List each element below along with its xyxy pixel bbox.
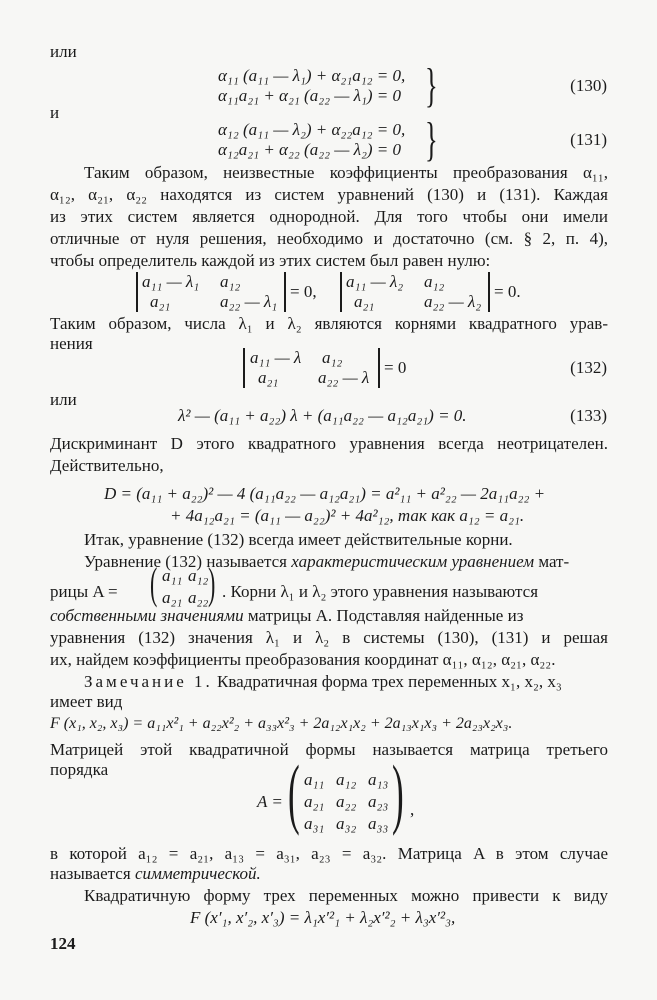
det1-right-bar (284, 272, 286, 312)
det3-left-bar (243, 348, 245, 388)
mat3-right-paren: ) (392, 749, 404, 836)
para1-line5: чтобы определитель каждой из этих систем был равен нулю: (50, 251, 491, 270)
mat2-a22: a₂₂ (188, 588, 209, 607)
det2-a22: a₂₂ — λ₂ (424, 292, 482, 311)
mat3-a33: a₃₃ (368, 814, 389, 833)
eq130-row1: α₁₁ (a₁₁ — λ₁) + α₂₁a₁₂ = 0, (218, 66, 406, 85)
para7-line2: порядка (50, 760, 109, 779)
eq130-number: (130) (570, 76, 607, 95)
eq133-number: (133) (570, 406, 607, 425)
det3-equals: = 0 (384, 358, 407, 377)
para8-text: называется (50, 864, 135, 883)
mat2-a11: a₁₁ (162, 566, 183, 585)
remark1-text: Квадратичная форма трех переменных x₁, x₂, x₃ (212, 672, 562, 691)
mat3-a11: a₁₁ (304, 770, 325, 789)
mat3-a13: a₁₃ (368, 770, 389, 789)
det2-a11: a₁₁ — λ₂ (346, 272, 404, 291)
mat3-a12: a₁₂ (336, 770, 357, 789)
det2-equals: = 0. (494, 282, 521, 301)
para8-line1: в которой a₁₂ = a₂₁, a₁₃ = a₃₁, a₂₃ = a₃₂. Матрица A в этом случае (50, 844, 608, 863)
para3-line2: Действительно, (50, 456, 164, 475)
det3-right-bar (378, 348, 380, 388)
mat2-a12: a₁₂ (188, 566, 209, 585)
remark1-heading: Замечание 1. (84, 672, 213, 691)
eq131-number: (131) (570, 130, 607, 149)
mat2-left-paren: ( (150, 559, 158, 608)
para5-text-a: Уравнение (132) называется (84, 552, 292, 571)
det2-a12: a₁₂ (424, 272, 445, 291)
det3-a11: a₁₁ — λ (250, 348, 302, 367)
para5-term-characteristic: характеристическим уравнением (291, 552, 535, 571)
mat3-a22: a₂₂ (336, 792, 357, 811)
para5-line2-a: рицы A = (50, 582, 118, 601)
eq131-row2: α₁₂a₂₁ + α₂₂ (a₂₂ — λ₂) = 0 (218, 140, 402, 159)
eq133: λ² — (a₁₁ + a₂₂) λ + (a₁₁a₂₂ — a₁₂a₂₁) = 0. (178, 406, 467, 425)
eq130-brace: } (425, 59, 438, 112)
det2-left-bar (340, 272, 342, 312)
eq131-row1: α₁₂ (a₁₁ — λ₂) + α₂₂a₁₂ = 0, (218, 120, 406, 139)
det1-equals: = 0, (290, 282, 317, 301)
canonical-form: F (x′₁, x′₂, x′₃) = λ₁x′²₁ + λ₂x′²₂ + λ₃x′²₃, (190, 908, 456, 927)
para5-line3-rest: матрицы A. Подставляя найденные из (243, 606, 524, 625)
para5-line3 (50, 606, 523, 626)
det3-a22: a₂₂ — λ (318, 368, 370, 387)
eq130-row2: α₁₁a₂₁ + α₂₁ (a₂₂ — λ₁) = 0 (218, 86, 402, 105)
mat3-left-paren: ( (288, 749, 300, 836)
para1-line2: α₁₂, α₂₁, α₂₂ находятся из систем уравнений (130) и (131). Каждая (50, 185, 608, 204)
para9-line1: Квадратичную форму трех переменных можно привести к виду (84, 886, 608, 905)
det2-right-bar (488, 272, 490, 312)
det3-a21: a₂₁ (258, 368, 279, 387)
discriminant-line2: + 4a₁₂a₂₁ = (a₁₁ — a₂₂)² + 4a²₁₂, так как a₁₂ = a₂₁. (170, 506, 525, 525)
para1-line1: Таким образом, неизвестные коэффициенты преобразования α₁₁, (84, 163, 608, 182)
mat3-label: A = (257, 792, 283, 811)
text-ili-2: или (50, 390, 77, 409)
det3-a12: a₁₂ (322, 348, 343, 367)
quadratic-form: F (x₁, x₂, x₃) = a₁₁x²₁ + a₂₂x²₂ + a₃₃x²₃ + 2a₁₂x₁x₂ + 2a₁₃x₁x₃ + 2a₂₃x₂x₃. (50, 715, 513, 732)
para5-line2-b: . Корни λ₁ и λ₂ этого уравнения называются (222, 582, 539, 601)
text-i: и (50, 103, 60, 122)
para8-line2 (50, 864, 261, 884)
para3-line1: Дискриминант D этого квадратного уравнения всегда неотрицателен. (50, 434, 608, 453)
mat2-right-paren: ) (208, 559, 216, 608)
text-ili: или (50, 42, 77, 61)
mat3-a23: a₂₃ (368, 792, 389, 811)
para5-line4: уравнения (132) значения λ₁ и λ₂ в системы (130), (131) и решая (50, 628, 608, 647)
det2-a21: a₂₁ (354, 292, 375, 311)
page-number: 124 (50, 934, 76, 953)
eq131-brace: } (425, 113, 438, 166)
para1-line4: отличные от нуля решения, необходимо и достаточно (см. § 2, п. 4), (50, 229, 608, 248)
para1-line3: из этих систем является однородной. Для того чтобы они имели (50, 207, 608, 226)
mat3-a21: a₂₁ (304, 792, 325, 811)
para5-line5: их, найдем коэффициенты преобразования координат α₁₁, α₁₂, α₂₁, α₂₂. (50, 650, 556, 669)
para4-line1: Итак, уравнение (132) всегда имеет действительные корни. (84, 530, 513, 549)
mat3-a31: a₃₁ (304, 814, 325, 833)
remark1-line1 (84, 672, 562, 692)
para5-term-eigenvalues: собственными значениями (50, 606, 244, 625)
det1-a22: a₂₂ — λ₁ (220, 292, 278, 311)
det1-a12: a₁₂ (220, 272, 241, 291)
para7-line1: Матрицей этой квадратичной формы называется матрица третьего (50, 740, 608, 759)
mat3-comma: , (410, 800, 415, 819)
det1-left-bar (136, 272, 138, 312)
para2-line2: нения (50, 334, 93, 353)
det1-a11: a₁₁ — λ₁ (142, 272, 200, 291)
det1-a21: a₂₁ (150, 292, 171, 311)
para2-line1: Таким образом, числа λ₁ и λ₂ являются корнями квадратного урав- (50, 314, 608, 333)
eq132-number: (132) (570, 358, 607, 377)
mat2-a21: a₂₁ (162, 588, 183, 607)
discriminant-line1: D = (a₁₁ + a₂₂)² — 4 (a₁₁a₂₂ — a₁₂a₂₁) = a²₁₁ + a²₂₂ — 2a₁₁a₂₂ + (104, 484, 546, 503)
mat3-a32: a₃₂ (336, 814, 357, 833)
para8-term-symmetric: симметрической. (134, 864, 261, 883)
remark1-line2: имеет вид (50, 692, 123, 711)
para5-text-c: мат- (534, 552, 570, 571)
